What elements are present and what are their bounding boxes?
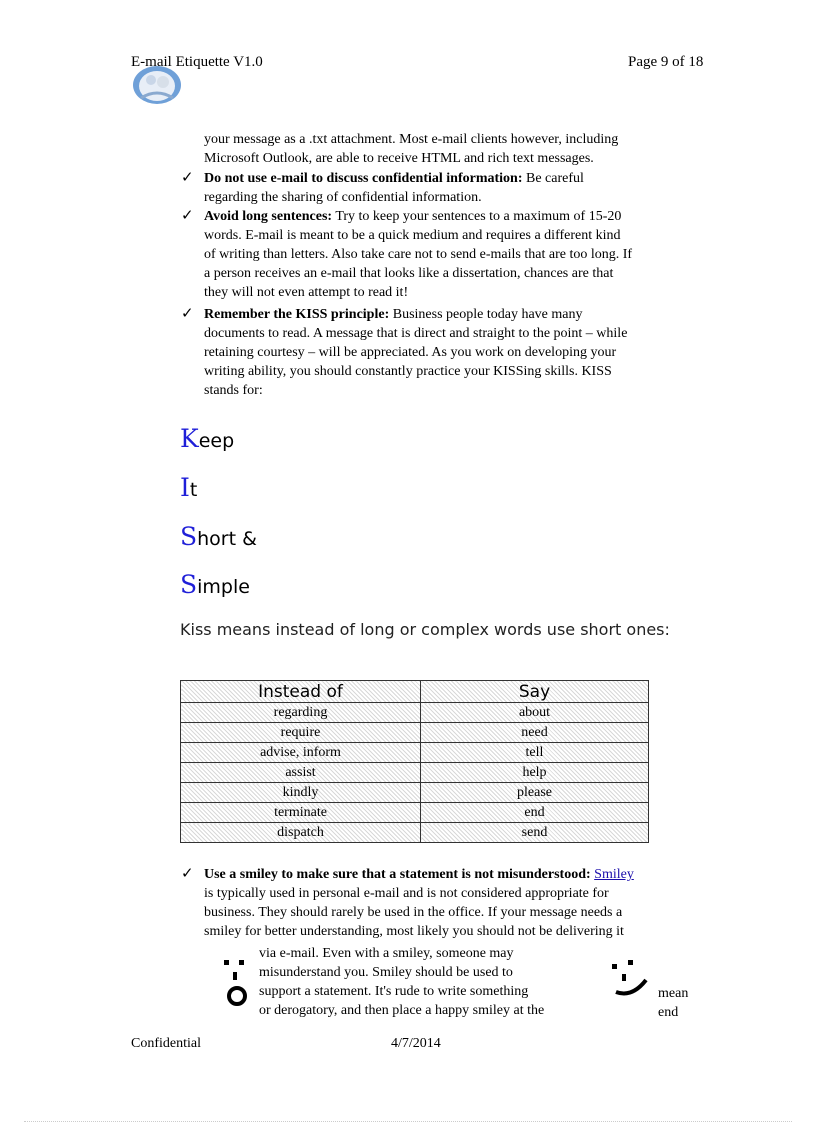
text-line: they will not even attempt to read it! [204,285,409,300]
table-row [181,783,649,803]
bullet-heading: Remember the KISS principle: [204,307,390,322]
text-line: your message as a .txt attachment. Most e-mail clients however, including [204,132,619,147]
text-line: of writing than letters. Also take care not to send e-mails that are too long. If [204,247,633,262]
check-icon: ✓ [181,306,194,322]
continuation-paragraph [204,130,694,168]
table-cell: send [421,823,649,843]
text-line: retaining courtesy – will be appreciated. As you work on developing your [204,345,617,360]
surprised-smiley-icon [222,956,252,1008]
text-line: is typically used in personal e-mail and is not considered appropriate for [204,886,609,901]
table-cell: tell [421,743,649,763]
table-row [181,823,649,843]
kiss-capital: I [180,473,190,502]
text-line: via e-mail. Even with a smiley, someone may [259,946,514,961]
table-cell: dispatch [181,823,421,843]
table-row [181,803,649,823]
bullet-text: Business people today have many [389,307,583,322]
bullet-confidential [204,169,694,207]
text-line: words. E-mail is meant to be a quick medium and requires a different kind [204,228,621,243]
column-header: Instead of [181,681,421,703]
smiley-wrapped-text [259,944,599,1020]
kiss-line-simple [180,570,250,599]
table-header-row [181,681,649,703]
word-substitution-table [180,680,649,843]
bullet-smiley [204,865,694,941]
text-line: writing ability, you should constantly practice your KISSing skills. KISS [204,364,612,379]
happy-smiley-icon [608,958,652,1000]
table-cell: end [421,803,649,823]
smiley-link[interactable]: Smiley [594,867,634,882]
kiss-line-keep [180,424,234,453]
text-line: support a statement. It's rude to write something [259,984,529,999]
text-line: regarding the sharing of confidential information. [204,190,482,205]
table-row [181,743,649,763]
footer-confidential: Confidential [131,1036,201,1051]
kiss-rest: t [189,479,198,501]
kiss-rest: hort & [197,528,257,550]
check-icon: ✓ [181,170,194,186]
table-row [181,703,649,723]
bullet-heading: Use a smiley to make sure that a statement is not misunderstood: [204,867,591,882]
table-cell: please [421,783,649,803]
table-cell: require [181,723,421,743]
table-cell: terminate [181,803,421,823]
table-row [181,723,649,743]
kiss-capital: S [180,522,198,551]
check-icon: ✓ [181,866,194,882]
kiss-line-short [180,522,257,551]
kiss-capital: S [180,570,198,599]
text-line: business. They should rarely be used in the office. If your message needs a [204,905,623,920]
header-page-number: Page 9 of 18 [628,54,704,70]
table-cell: advise, inform [181,743,421,763]
column-header: Say [421,681,649,703]
table-cell: help [421,763,649,783]
table-cell: about [421,703,649,723]
table-cell: assist [181,763,421,783]
kiss-rest: eep [198,430,235,452]
table-cell: kindly [181,783,421,803]
kiss-explanation: Kiss means instead of long or complex words use short ones: [180,620,670,639]
check-icon: ✓ [181,208,194,224]
kiss-capital: K [180,424,199,453]
table-row [181,763,649,783]
text-line: smiley for better understanding, most likely you should not be delivering it [204,924,624,939]
text-line: stands for: [204,383,263,398]
page-edge-divider [24,1121,792,1122]
text-line: a person receives an e-mail that looks like a dissertation, chances are that [204,266,614,281]
bullet-heading: Do not use e-mail to discuss confidential information: [204,171,523,186]
kiss-rest: imple [197,576,250,598]
bullet-text: Try to keep your sentences to a maximum of 15-20 [332,209,622,224]
text-line: Microsoft Outlook, are able to receive HTML and rich text messages. [204,151,594,166]
kiss-line-it [180,473,197,502]
table-cell: regarding [181,703,421,723]
text-line: misunderstand you. Smiley should be used to [259,965,513,980]
text-line: documents to read. A message that is direct and straight to the point – while [204,326,628,341]
footer-date: 4/7/2014 [391,1036,441,1051]
header-title: E-mail Etiquette V1.0 [131,54,263,70]
text-line: or derogatory, and then place a happy smiley at the [259,1003,545,1018]
bullet-heading: Avoid long sentences: [204,209,333,224]
bullet-long-sentences [204,207,694,302]
table-cell: need [421,723,649,743]
right-word-end: end [658,1005,679,1020]
right-word-mean: mean [658,986,689,1001]
bullet-text: Be careful [522,171,584,186]
bullet-kiss-principle [204,305,694,400]
